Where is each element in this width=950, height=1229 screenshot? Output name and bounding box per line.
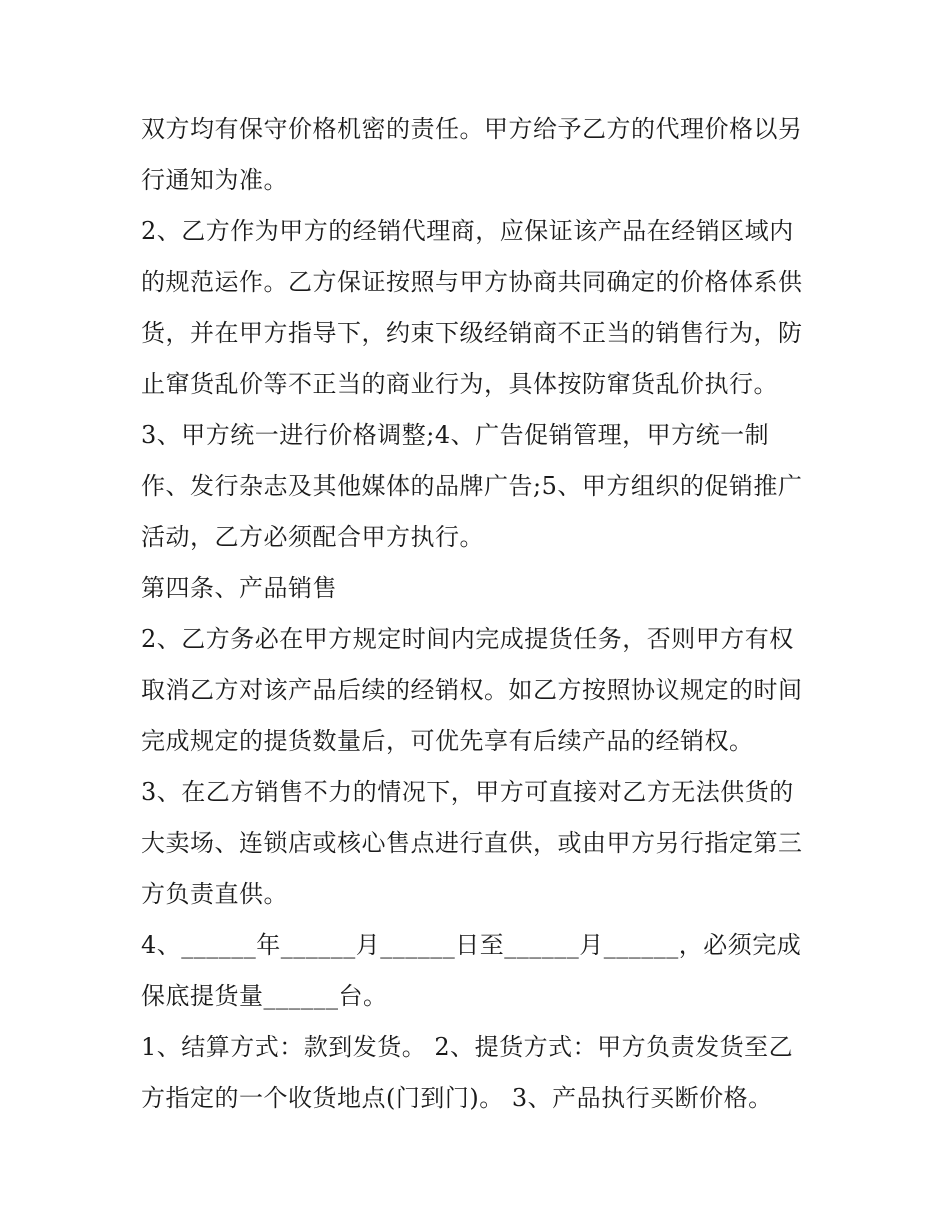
text-line: 大卖场、连锁店或核心售点进行直供，或由甲方另行指定第三	[141, 829, 803, 857]
text-line: 3、甲方统一进行价格调整;4、广告促销管理，甲方统一制	[141, 421, 770, 449]
section-heading: 第四条、产品销售	[141, 574, 337, 602]
text-line: 2、乙方作为甲方的经销代理商，应保证该产品在经销区域内	[141, 217, 794, 245]
text-line: 2、乙方务必在甲方规定时间内完成提货任务，否则甲方有权	[141, 625, 794, 653]
text-line: 方负责直供。	[141, 880, 288, 908]
text-line: 作、发行杂志及其他媒体的品牌广告;5、甲方组织的促销推广	[141, 472, 803, 500]
text-line: 方指定的一个收货地点(门到门)。 3、产品执行买断价格。	[141, 1084, 773, 1112]
text-line: 止窜货乱价等不正当的商业行为，具体按防窜货乱价执行。	[141, 370, 778, 398]
text-line: 4、______年______月______日至______月______，必须完成	[141, 931, 802, 959]
text-line: 3、在乙方销售不力的情况下，甲方可直接对乙方无法供货的	[141, 778, 794, 806]
text-line: 取消乙方对该产品后续的经销权。如乙方按照协议规定的时间	[141, 676, 803, 704]
text-line: 行通知为准。	[141, 166, 288, 194]
text-line: 货，并在甲方指导下，约束下级经销商不正当的销售行为，防	[141, 319, 803, 347]
text-line: 双方均有保守价格机密的责任。甲方给予乙方的代理价格以另	[141, 115, 803, 143]
text-line: 1、结算方式：款到发货。 2、提货方式：甲方负责发货至乙	[141, 1033, 794, 1061]
text-line: 保底提货量______台。	[141, 982, 388, 1010]
text-line: 活动，乙方必须配合甲方执行。	[141, 523, 484, 551]
text-line: 的规范运作。乙方保证按照与甲方协商共同确定的价格体系供	[141, 268, 803, 296]
text-line: 完成规定的提货数量后，可优先享有后续产品的经销权。	[141, 727, 754, 755]
